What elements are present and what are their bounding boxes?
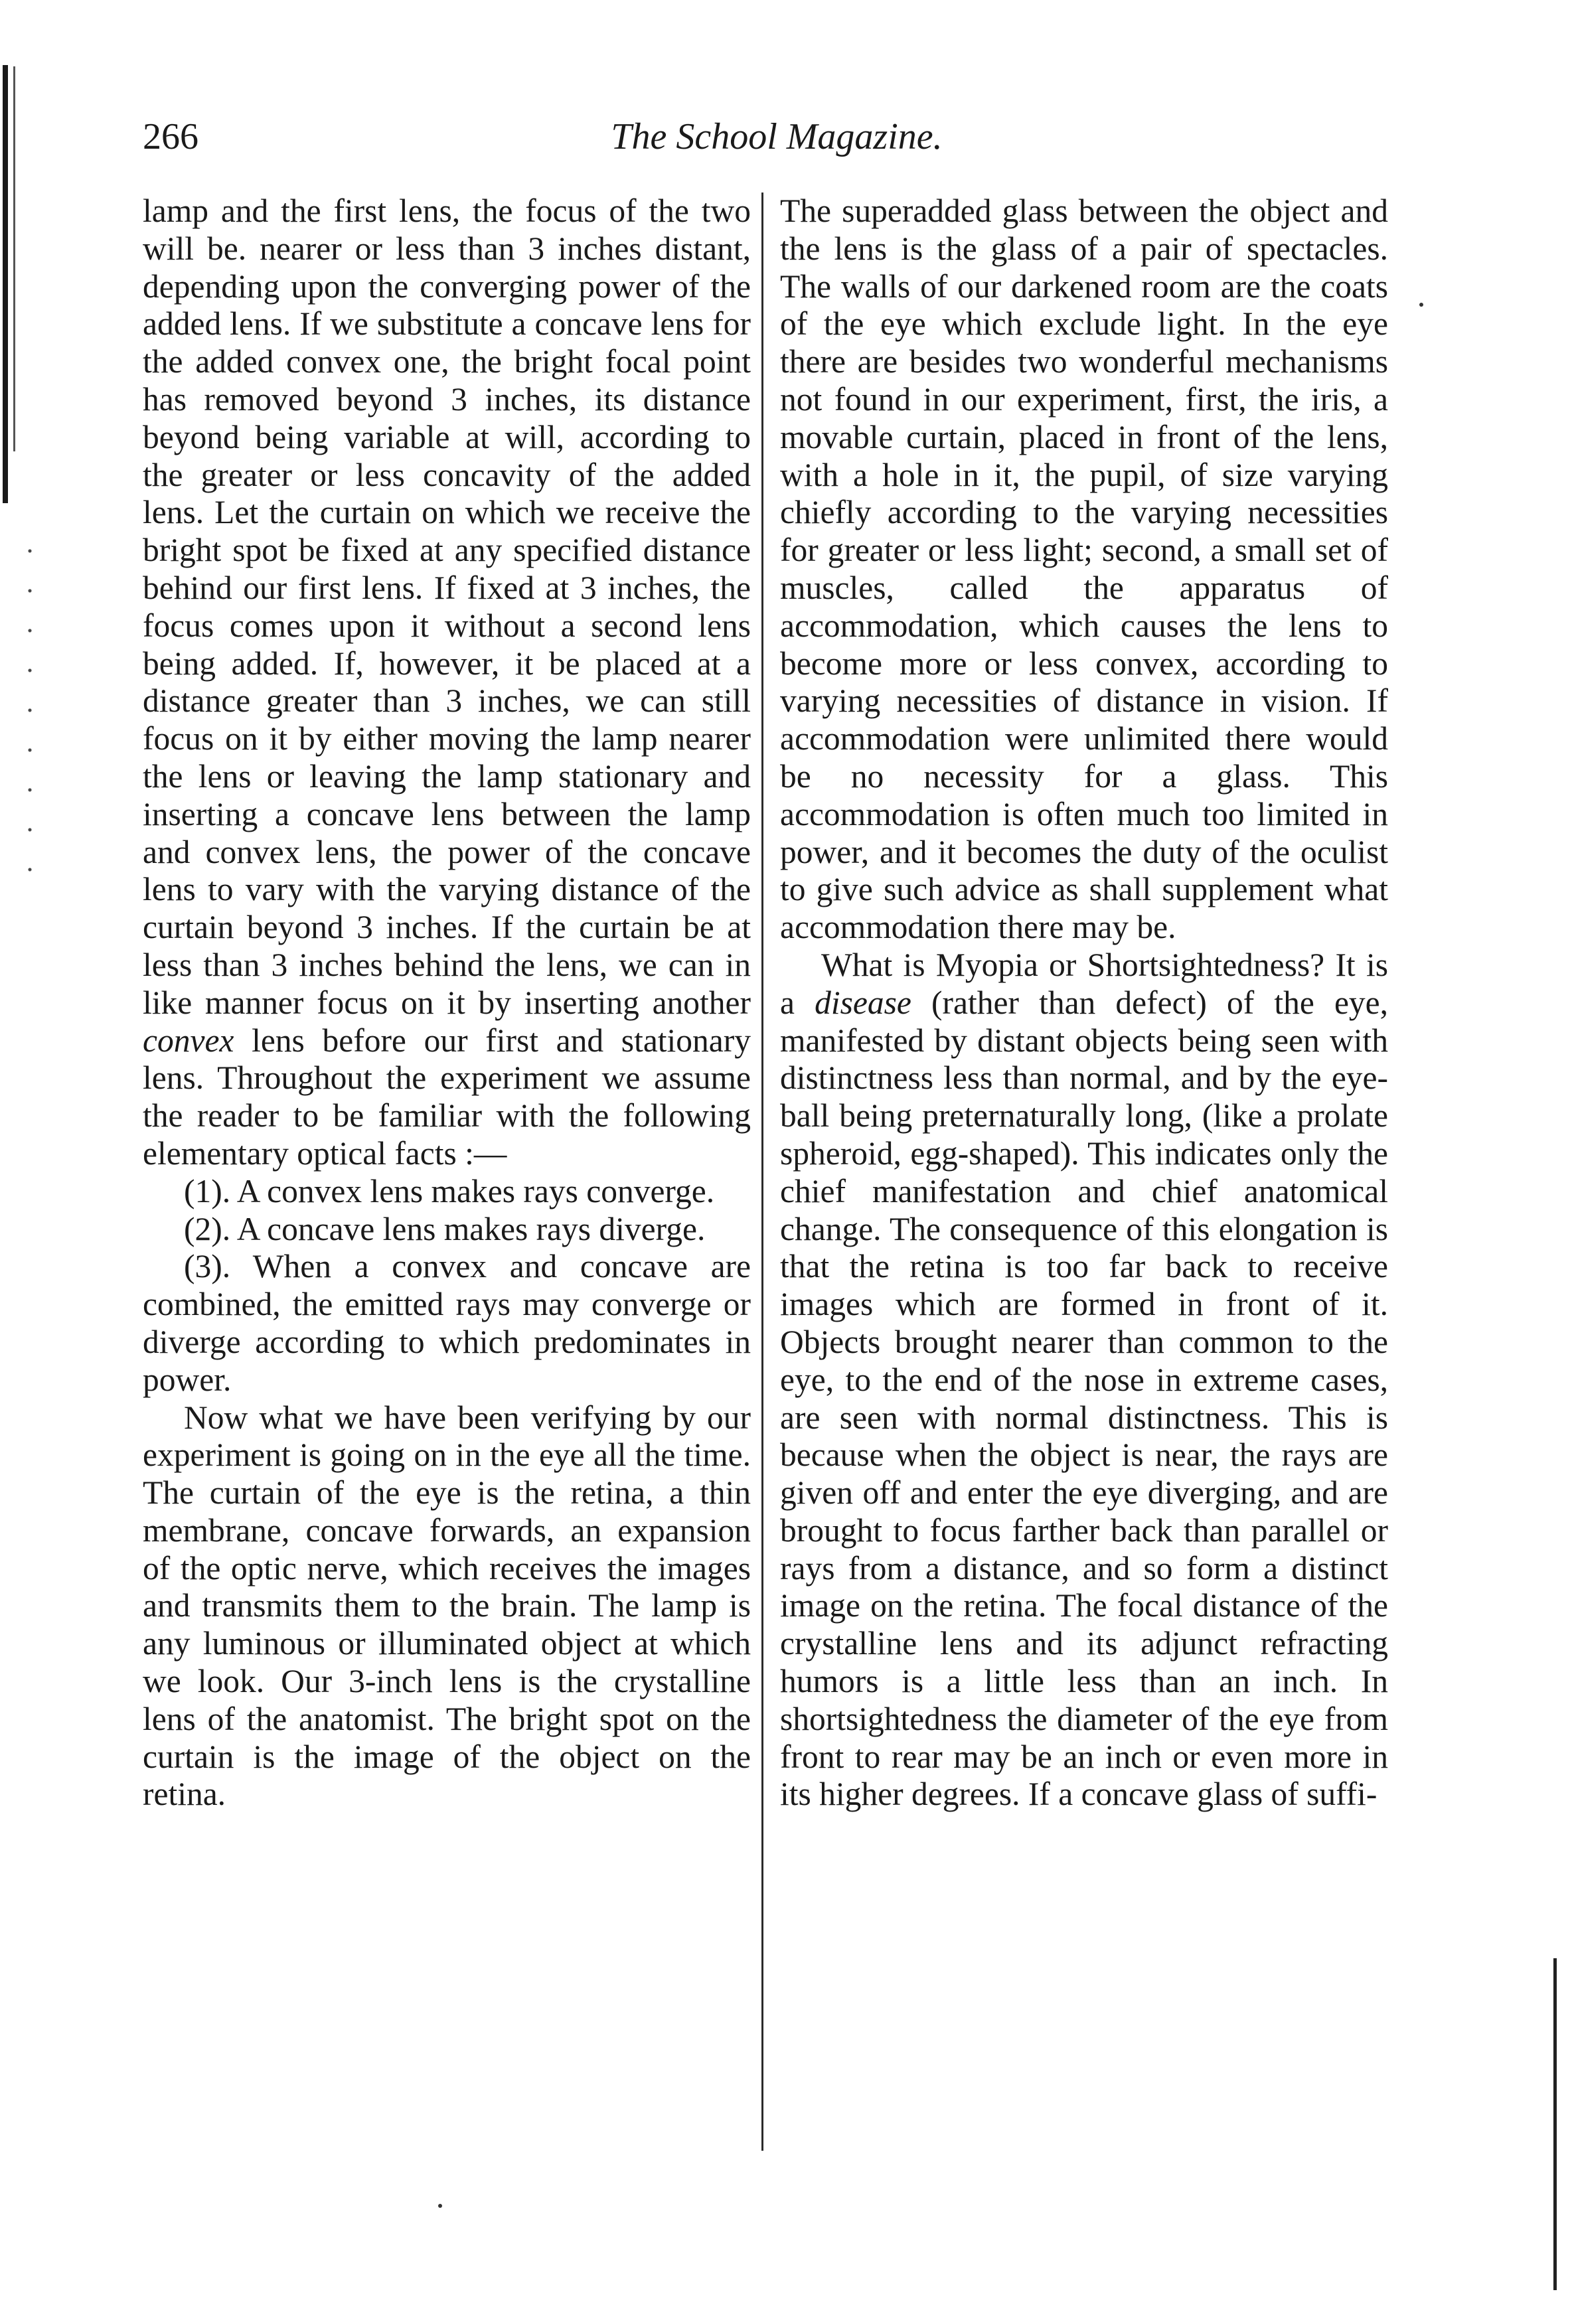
left-p1-text: lamp and the first lens, the focus of the two will be. nearer or less than 3 inches distant, depending upon the converging power of the added lens. If we substitute a concave lens for the added convex one, the bright focal point has removed beyond 3 inches, its distance beyond being variable at will, according to the greater or less concavity of the added lens. Let the curtain on which we receive the bright spot be fixed at any specified distance behind our first lens. If fixed at 3 inches, the focus comes upon it without a second lens being added. If, however, it be placed at a distance greater than 3 inches, we can still focus on it by either moving the lamp nearer the lens or leaving the lamp stationary and inserting a concave lens between the lamp and convex lens, the power of the concave lens to vary with the varying distance of the curtain beyond 3 inches. If the curtain be at less than 3 inches behind the lens, we can in like manner focus on it by inserting another <box>143 193 751 1021</box>
right-paragraph-2 <box>780 947 1388 1814</box>
binding-shadow-thin <box>13 66 15 451</box>
fact-3: (3). When a convex and concave are combined, the emitted rays may converge or diverge according to which predominates in power. <box>143 1248 751 1398</box>
myopia-description: (rather than defect) of the eye, manifested by distant objects being seen with distinctness less than normal, and by the eye-ball being preternaturally long, (like a prolate spheroid, egg-shaped). This indicates only the chief manifestation and chief anatomical change. The consequence of this elongation is that the retina is too far back to receive images which are formed in front of it. Objects brought nearer than common to the eye, to the end of the nose in extreme cases, are seen with normal distinctness. This is because when the object is near, the rays are given off and enter the eye diverging, and are brought to focus farther back than parallel or rays from a distance, and so form a distinct image on the retina. The focal distance of the crystalline lens and its adjunct refracting humors is a little less than an inch. In shortsightedness the diameter of the eye from front to rear may be an inch or even more in its higher degrees. If a concave glass of suffi- <box>780 984 1389 1813</box>
right-edge-shadow <box>1553 1958 1557 2290</box>
gutter-specks <box>25 531 35 903</box>
left-closing-paragraph: Now what we have been verifying by our experiment is going on in the eye all the time. The curtain of the eye is the retina, a thin membrane, concave forwards, an expansion of the optic nerve, which receives the images and transmits them to the brain. The lamp is any luminous or illuminated object at which we look. Our 3-inch lens is the crystalline lens of the anatomist. The bright spot on the curtain is the image of the object on the retina. <box>143 1399 751 1813</box>
column-divider <box>761 193 763 2151</box>
fact-2: (2). A concave lens makes rays diverge. <box>184 1210 706 1247</box>
speck <box>1419 303 1423 307</box>
left-paragraph-1 <box>143 193 751 1173</box>
right-paragraph-1: The superadded glass between the object and the lens is the glass of a pair of spectacles. The walls of our darkened room are the coats of the eye which exclude light. In the eye there are besides two wonderful mechanisms not found in our experiment, first, the iris, a movable curtain, placed in front of the lens, with a hole in it, the pupil, of size varying chiefly according to the varying necessities for greater or less light; second, a small set of muscles, called the apparatus of accommodation, which causes the lens to become more or less convex, according to varying necessities of distance in vision. If accommodation were unlimited there would be no necessity for a glass. This accommodation is often much too limited in power, and it becomes the duty of the oculist to give such advice as shall supplement what accommodation there may be. <box>780 193 1388 946</box>
convex-emphasis: convex <box>143 1022 234 1059</box>
running-header <box>143 110 1411 163</box>
disease-emphasis: disease <box>815 984 911 1021</box>
myopia-question: What is Myopia or Shortsightedness? It is a <box>780 946 1388 1021</box>
right-column <box>780 193 1388 1814</box>
left-column <box>143 193 751 1814</box>
speck <box>438 2204 442 2208</box>
page-number: 266 <box>143 116 198 157</box>
left-p1-tail: lens before our first and stationary lens. Throughout the experiment we assume the reader to be familiar with the following elementary optical facts :— <box>143 1022 751 1172</box>
binding-shadow <box>3 65 8 503</box>
fact-1: (1). A convex lens makes rays converge. <box>184 1172 715 1209</box>
running-title: The School Magazine. <box>611 116 943 157</box>
